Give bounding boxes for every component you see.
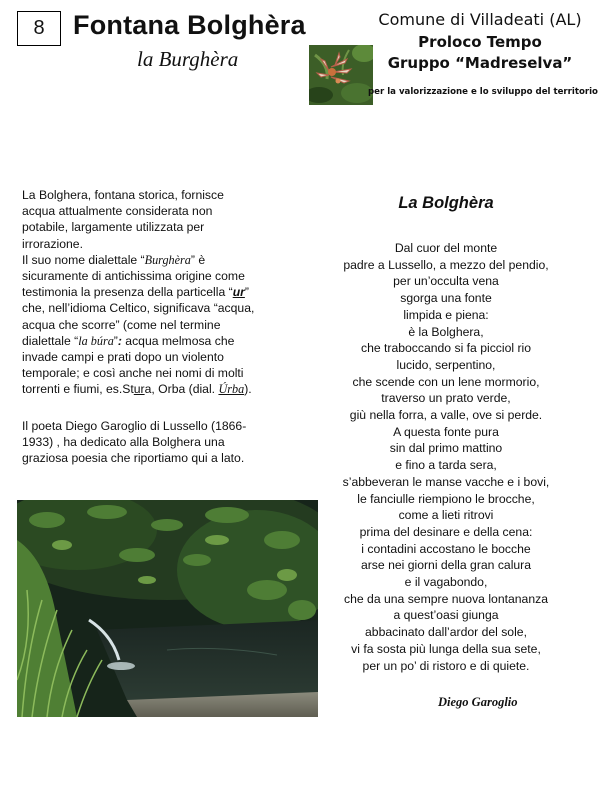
intro-line: invade campi e prati dopo un violento xyxy=(22,350,224,365)
poem-line: e fino a tarda sera, xyxy=(395,458,497,473)
intro-line: potabile, largamente utilizzata per xyxy=(22,220,205,235)
intro-line: irrorazione. xyxy=(22,236,83,251)
flower-photo-image xyxy=(309,45,373,105)
intro-line: La Bolghera, fontana storica, fornisce xyxy=(22,188,224,202)
text-fragment: ” xyxy=(244,285,249,300)
text-fragment: ). xyxy=(244,382,252,397)
page-title: Fontana Bolghèra xyxy=(73,10,306,40)
poet-line: 1933) , ha dedicato alla Bolghera una xyxy=(22,435,225,450)
poem-line: a quest’oasi giunga xyxy=(393,608,499,623)
page-subtitle: la Burghèra xyxy=(137,47,239,71)
poem-line: s’abbeveran le manse vacche e i bovi, xyxy=(342,474,550,489)
text-fragment: Il suo nome dialettale “ xyxy=(22,252,145,267)
org-municipality: Comune di Villadeati (AL) xyxy=(378,10,582,29)
poem-line: prima del desinare e della cena: xyxy=(359,524,533,539)
poem-line: come a lieti ritrovi xyxy=(398,508,494,523)
fountain-photo-image xyxy=(17,500,318,717)
fountain-photo xyxy=(17,500,318,717)
poem-line: le fanciulle riempiono le brocche, xyxy=(357,491,535,506)
poem-line: padre a Lussello, a mezzo del pendio, xyxy=(343,257,549,272)
poem-line: vi fa sosta più lunga della sua sete, xyxy=(351,641,541,656)
intro-line xyxy=(22,252,294,268)
intro-line xyxy=(22,333,294,349)
text-fragment: torrenti e fiumi, es.St xyxy=(22,382,134,397)
intro-line: temporale; e così anche nei nomi di molti xyxy=(22,366,244,381)
text-fragment: : xyxy=(117,333,122,348)
intro-line xyxy=(22,284,294,300)
poem-line: traverso un prato verde, xyxy=(381,391,511,406)
poem-line: sin dal primo mattino xyxy=(389,441,503,456)
intro-paragraph xyxy=(22,187,294,398)
page-number: 8 xyxy=(33,17,45,39)
poet-line: Il poeta Diego Garoglio di Lussello (1866- xyxy=(22,419,247,433)
poem-line: per un’occulta vena xyxy=(393,274,499,289)
poem-line: per un po’ di ristoro e di quiete. xyxy=(362,658,530,673)
intro-line: acqua che scorre” (come nel termine xyxy=(22,317,221,332)
poem-line: è la Bolghera, xyxy=(408,324,484,339)
poem-line: Dal cuor del monte xyxy=(394,241,498,255)
poem-line: arse nei giorni della gran calura xyxy=(360,558,532,573)
org-group: Gruppo “Madreselva” xyxy=(387,54,573,72)
org-tagline: per la valorizzazione e lo sviluppo del territorio xyxy=(368,87,598,97)
text-fragment: dialettale “ xyxy=(22,333,79,348)
poem-line: abbacinato dall’ardor del sole, xyxy=(365,625,527,640)
intro-line: acqua attualmente considerata non xyxy=(22,204,213,219)
text-fragment: ” è xyxy=(190,252,206,267)
text-fragment: a, Orba (dial. xyxy=(144,382,219,397)
org-proloco: Proloco Tempo xyxy=(418,33,542,51)
intro-line xyxy=(22,381,294,397)
poem-line: che scende con un lene mormorio, xyxy=(352,374,540,389)
poem-line: i contadini accostano le bocche xyxy=(361,541,531,556)
text-fragment: ” xyxy=(113,333,118,348)
poem-title: La Bolghèra xyxy=(398,194,494,212)
dialect-word-urba: Úrba xyxy=(218,382,245,397)
poem-line: sgorga una fonte xyxy=(400,291,492,306)
poem-line: lucido, serpentino, xyxy=(396,357,496,372)
poet-line: graziosa poesia che riportiamo qui a lato. xyxy=(22,451,245,466)
poem-line: giù nella forra, a valle, ove si perde. xyxy=(349,408,543,423)
poet-paragraph xyxy=(22,418,296,467)
text-fragment: ur xyxy=(133,382,145,397)
poem-author: Diego Garoglio xyxy=(438,695,518,709)
organization-block xyxy=(370,10,590,72)
intro-line: che, nell’idioma Celtico, significava “acqua, xyxy=(22,301,255,316)
poem-body xyxy=(300,240,592,674)
intro-line: sicuramente di antichissima origine come xyxy=(22,269,245,284)
flower-photo xyxy=(309,45,373,105)
poem-line: e il vagabondo, xyxy=(404,575,488,590)
poem-line: limpida e piena: xyxy=(403,307,489,322)
poem-line: A questa fonte pura xyxy=(393,424,499,439)
text-fragment: testimonia la presenza della particella “ xyxy=(22,285,233,300)
text-fragment: acqua melmosa che xyxy=(121,333,235,348)
particle-ur: ur xyxy=(232,285,245,300)
dialect-word-burghera: Burghèra xyxy=(144,252,191,267)
poem-line: che da una sempre nuova lontananza xyxy=(344,591,548,606)
dialect-word-bura: la búra xyxy=(78,333,114,348)
poem-line: che traboccando si fa picciol rio xyxy=(360,341,532,356)
page-number-box xyxy=(17,11,61,46)
